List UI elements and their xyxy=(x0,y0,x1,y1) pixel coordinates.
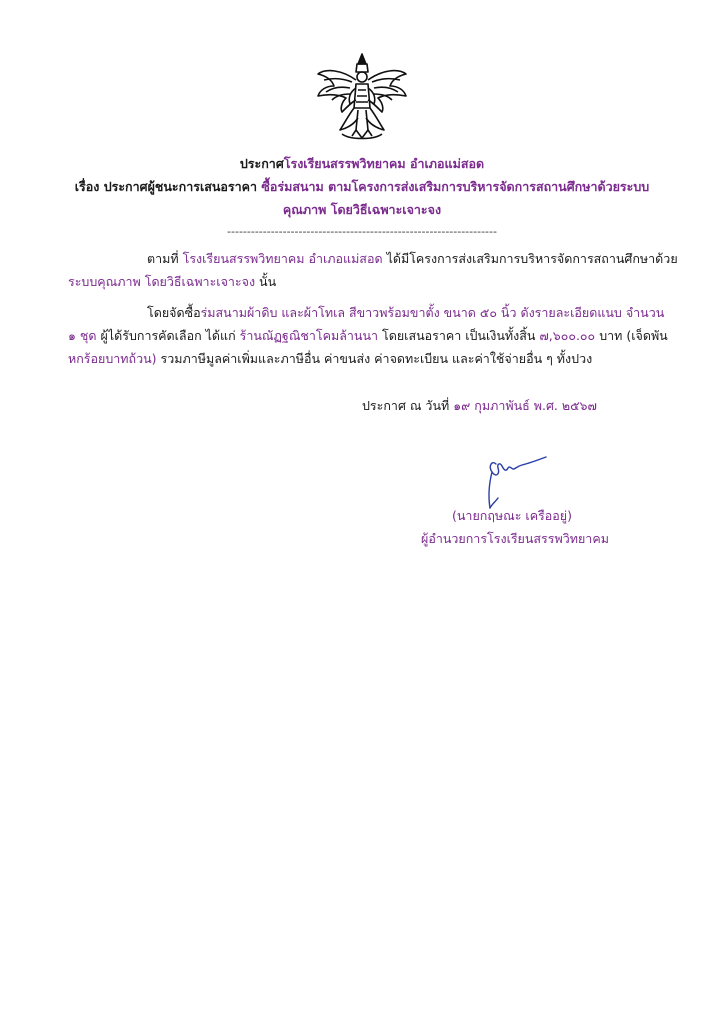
p2-amount-words: หกร้อยบาทถ้วน) xyxy=(68,351,157,366)
p1-text-a: ตามที่ xyxy=(147,251,179,266)
p1-project: ระบบคุณภาพ โดยวิธีเฉพาะเจาะจง xyxy=(68,274,256,289)
p1-text-c: ได้มีโครงการส่งเสริมการบริหารจัดการสถานศึกษาด้วย xyxy=(386,251,678,266)
paragraph-2-line-1 xyxy=(147,304,664,322)
p2-selected-label: ผู้ได้รับการคัดเลือก ได้แก่ xyxy=(100,328,236,343)
p2-text-a: โดยจัดซื้อ xyxy=(147,305,201,320)
p1-school: โรงเรียนสรรพวิทยาคม อำเภอแม่สอด xyxy=(182,251,383,266)
announce-date: ๑๙ กุมภาพันธ์ พ.ศ. ๒๕๖๗ xyxy=(453,398,597,413)
p2-vendor: ร้านณัฏฐณิชาโคมล้านนา xyxy=(239,328,379,343)
p2-quantity: ๑ ชุด xyxy=(68,328,97,343)
signatory-name: (นายกฤษณะ เครืออยู่) xyxy=(452,508,572,523)
paragraph-1-line-2 xyxy=(68,273,276,291)
paragraph-2-line-3 xyxy=(68,350,592,368)
divider: -------------------------------------------------------------------- xyxy=(227,225,497,238)
signature-icon xyxy=(470,452,550,512)
title-school: โรงเรียนสรรพวิทยาคม อำเภอแม่สอด xyxy=(283,156,485,171)
p2-amount: ๗,๖๐๐.๐๐ xyxy=(539,328,596,343)
paragraph-1-line-1 xyxy=(147,250,678,268)
subject-line-2: คุณภาพ โดยวิธีเฉพาะเจาะจง xyxy=(282,202,442,217)
subject-item: ซื้อร่มสนาม ตามโครงการส่งเสริมการบริหารจัดการสถานศึกษาด้วยระบบ xyxy=(261,179,650,194)
subject-prefix: เรื่อง ประกาศผู้ชนะการเสนอราคา xyxy=(74,179,258,194)
p1-end: นั้น xyxy=(259,274,277,289)
paragraph-2-line-2 xyxy=(68,327,668,345)
title-prefix: ประกาศ xyxy=(239,156,284,171)
garuda-emblem-icon xyxy=(312,50,412,150)
p2-inclusive: รวมภาษีมูลค่าเพิ่มและภาษีอื่น ค่าขนส่ง ค่าจดทะเบียน และค่าใช้จ่ายอื่น ๆ ทั้งปวง xyxy=(160,351,593,366)
subject-line-1 xyxy=(0,178,724,196)
announce-date-line xyxy=(362,397,597,415)
p2-baht: บาท (เจ็ดพัน xyxy=(599,328,668,343)
announce-label: ประกาศ ณ วันที่ xyxy=(362,398,450,413)
p2-price-label: โดยเสนอราคา เป็นเงินทั้งสิ้น xyxy=(382,328,536,343)
p2-item: ร่มสนามผ้าดิบ และผ้าโทเล สีขาวพร้อมขาตั้ง ขนาด ๕๐ นิ้ว ดังรายละเอียดแนบ จำนวน xyxy=(200,305,665,320)
signatory-position: ผู้อำนวยการโรงเรียนสรรพวิทยาคม xyxy=(421,531,609,546)
announcement-title xyxy=(0,155,724,173)
